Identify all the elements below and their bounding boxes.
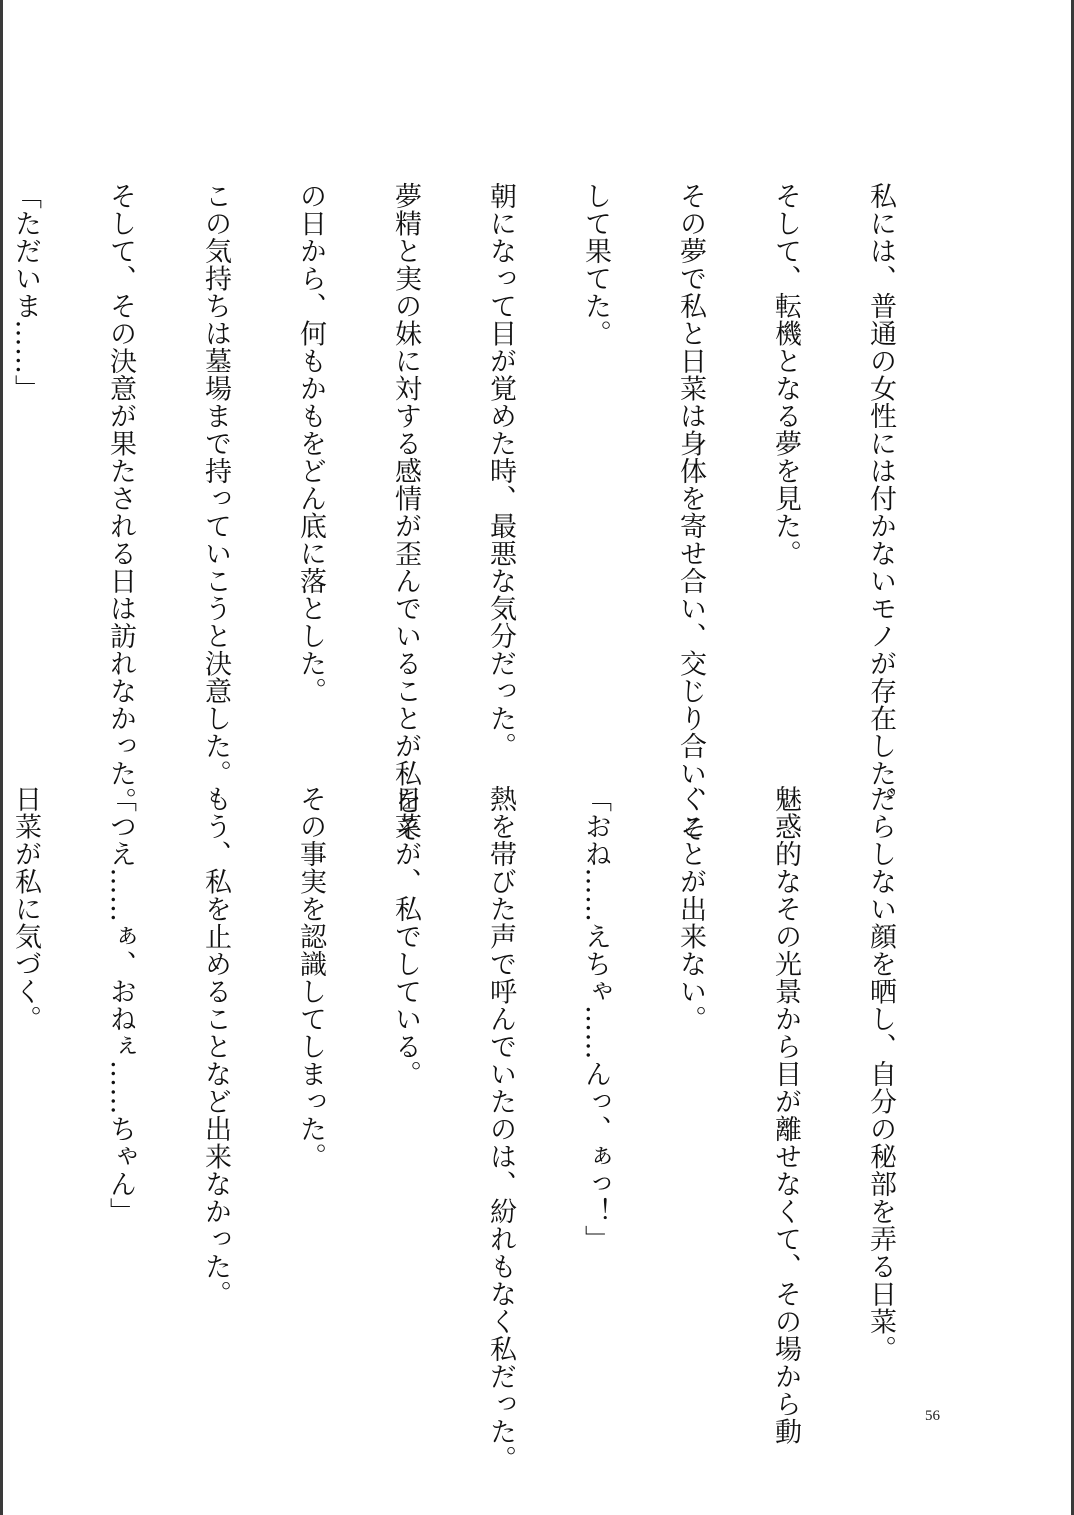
text-line: その夢で私と日菜は身体を寄せ合い、交じり合い、そ: [675, 182, 706, 842]
text-line: して果てた。: [580, 182, 611, 347]
text-line: 「ただいま……」: [10, 182, 41, 402]
text-line: 夢精と実の妹に対する感情が歪んでいることが私をそ: [390, 182, 421, 842]
text-line: そして、その決意が果たされる日は訪れなかった。: [105, 182, 136, 815]
text-line: 魅惑的なその光景から目が離せなくて、その場から動: [770, 785, 801, 1445]
text-line: 日菜が、私でしている。: [390, 785, 421, 1088]
text-line: 私には、普通の女性には付かないモノが存在した。: [865, 182, 896, 815]
text-line: この気持ちは墓場まで持っていこうと決意した。: [200, 182, 231, 787]
text-line: くことが出来ない。: [675, 785, 706, 1033]
page-number: 56: [925, 1408, 940, 1424]
upper-text-section: [0, 182, 948, 842]
text-line: だらしない顔を晒し、自分の秘部を弄る日菜。: [865, 785, 896, 1363]
text-line: 「おね……えちゃ……んっ、ぁっ！」: [580, 785, 611, 1253]
text-line: の日から、何もかもをどん底に落とした。: [295, 182, 326, 705]
text-line: 熱を帯びた声で呼んでいたのは、紛れもなく私だった。: [485, 785, 516, 1473]
text-line: 「つえ……ぁ、おねぇ……ちゃん」: [105, 785, 136, 1225]
text-line: 日菜が私に気づく。: [10, 785, 41, 1033]
text-line: もう、私を止めることなど出来なかった。: [200, 785, 231, 1308]
text-line: そして、転機となる夢を見た。: [770, 182, 801, 567]
text-line: その事実を認識してしまった。: [295, 785, 326, 1170]
text-line: 朝になって目が覚めた時、最悪な気分だった。: [485, 182, 516, 760]
